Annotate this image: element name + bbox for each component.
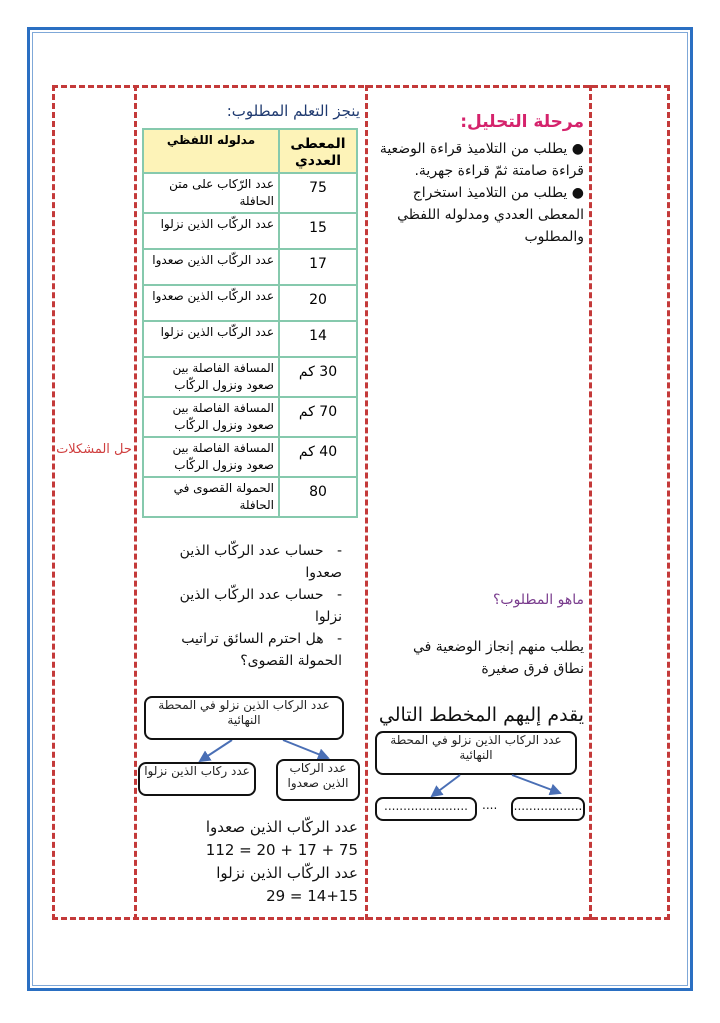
table-row	[143, 357, 357, 397]
bullet-item: ● يطلب من التلاميذ استخراج المعطى العددي ومدلوله اللفظي والمطلوب	[397, 185, 584, 245]
analysis-title: مرحلة التحليل:	[460, 112, 584, 132]
solution-right-box: عدد الركاب الذين صعدوا	[276, 759, 360, 801]
number-cell: 75	[279, 173, 357, 213]
bullet-item: ● يطلب من التلاميذ قراءة الوضعية قراءة صامتة ثمّ قراءة جهرية.	[379, 141, 584, 179]
calculation	[150, 816, 358, 908]
task-list	[150, 540, 342, 672]
table-row	[143, 249, 357, 285]
table-row	[143, 397, 357, 437]
task-item: - حساب عدد الركّاب الذين صعدوا	[179, 543, 342, 581]
table-row	[143, 213, 357, 249]
number-cell: 40 كم	[279, 437, 357, 477]
calc-line: عدد الركّاب الذين نزلوا	[216, 864, 358, 882]
table-row	[143, 437, 357, 477]
task-item: - حساب عدد الركّاب الذين نزلوا	[179, 587, 342, 625]
meaning-cell: عدد الرّكاب على متن الحافلة	[143, 173, 279, 213]
meaning-cell: عدد الركّاب الذين صعدوا	[143, 285, 279, 321]
question-label: ماهو المطلوب؟	[492, 592, 584, 608]
diagram-mid-dots: ....	[482, 798, 498, 812]
number-cell: 15	[279, 213, 357, 249]
diagram-left-box: ......................	[375, 797, 477, 821]
data-table	[142, 128, 358, 518]
task-item: - هل احترم السائق تراتيب الحمولة القصوى؟	[181, 631, 342, 669]
table-row	[143, 173, 357, 213]
meaning-cell: عدد الركّاب الذين نزلوا	[143, 213, 279, 249]
meaning-cell: عدد الركّاب الذين نزلوا	[143, 321, 279, 357]
diagram-top-box: عدد الركاب الذين نزلو في المحطة النهائية	[375, 731, 577, 775]
number-cell: 17	[279, 249, 357, 285]
number-cell: 80	[279, 477, 357, 517]
side-label: حل المشكلات	[56, 442, 132, 457]
solution-left-box: عدد ركاب الذين نزلوا	[138, 762, 256, 796]
diagram-title: يقدم إليهم المخطط التالي	[378, 704, 584, 726]
instruction-text: يطلب منهم إنجاز الوضعية في نطاق فرق صغيرة	[412, 639, 584, 677]
calc-line: 112 = 20 + 17 + 75	[205, 841, 358, 859]
meaning-cell: المسافة الفاصلة بين صعود ونزول الركّاب	[143, 397, 279, 437]
number-cell: 30 كم	[279, 357, 357, 397]
calc-line: 29 = 14+15	[266, 887, 358, 905]
number-cell: 70 كم	[279, 397, 357, 437]
meaning-cell: المسافة الفاصلة بين صعود ونزول الركّاب	[143, 437, 279, 477]
number-cell: 14	[279, 321, 357, 357]
calc-line: عدد الركّاب الذين صعدوا	[205, 818, 358, 836]
meaning-cell: المسافة الفاصلة بين صعود ونزول الركّاب	[143, 357, 279, 397]
header-meaning: مدلوله اللفظي	[143, 129, 279, 173]
meaning-cell: الحمولة القصوى في الحافلة	[143, 477, 279, 517]
number-cell: 20	[279, 285, 357, 321]
table-row	[143, 285, 357, 321]
table-row	[143, 477, 357, 517]
solution-top-box: عدد الركاب الذين نزلو في المحطة النهائية	[144, 696, 344, 740]
work-title: ينجز التعلم المطلوب:	[226, 102, 360, 120]
table-row	[143, 321, 357, 357]
header-number: المعطى العددي	[279, 129, 357, 173]
diagram-right-box: ..................	[511, 797, 585, 821]
meaning-cell: عدد الركّاب الذين صعدوا	[143, 249, 279, 285]
